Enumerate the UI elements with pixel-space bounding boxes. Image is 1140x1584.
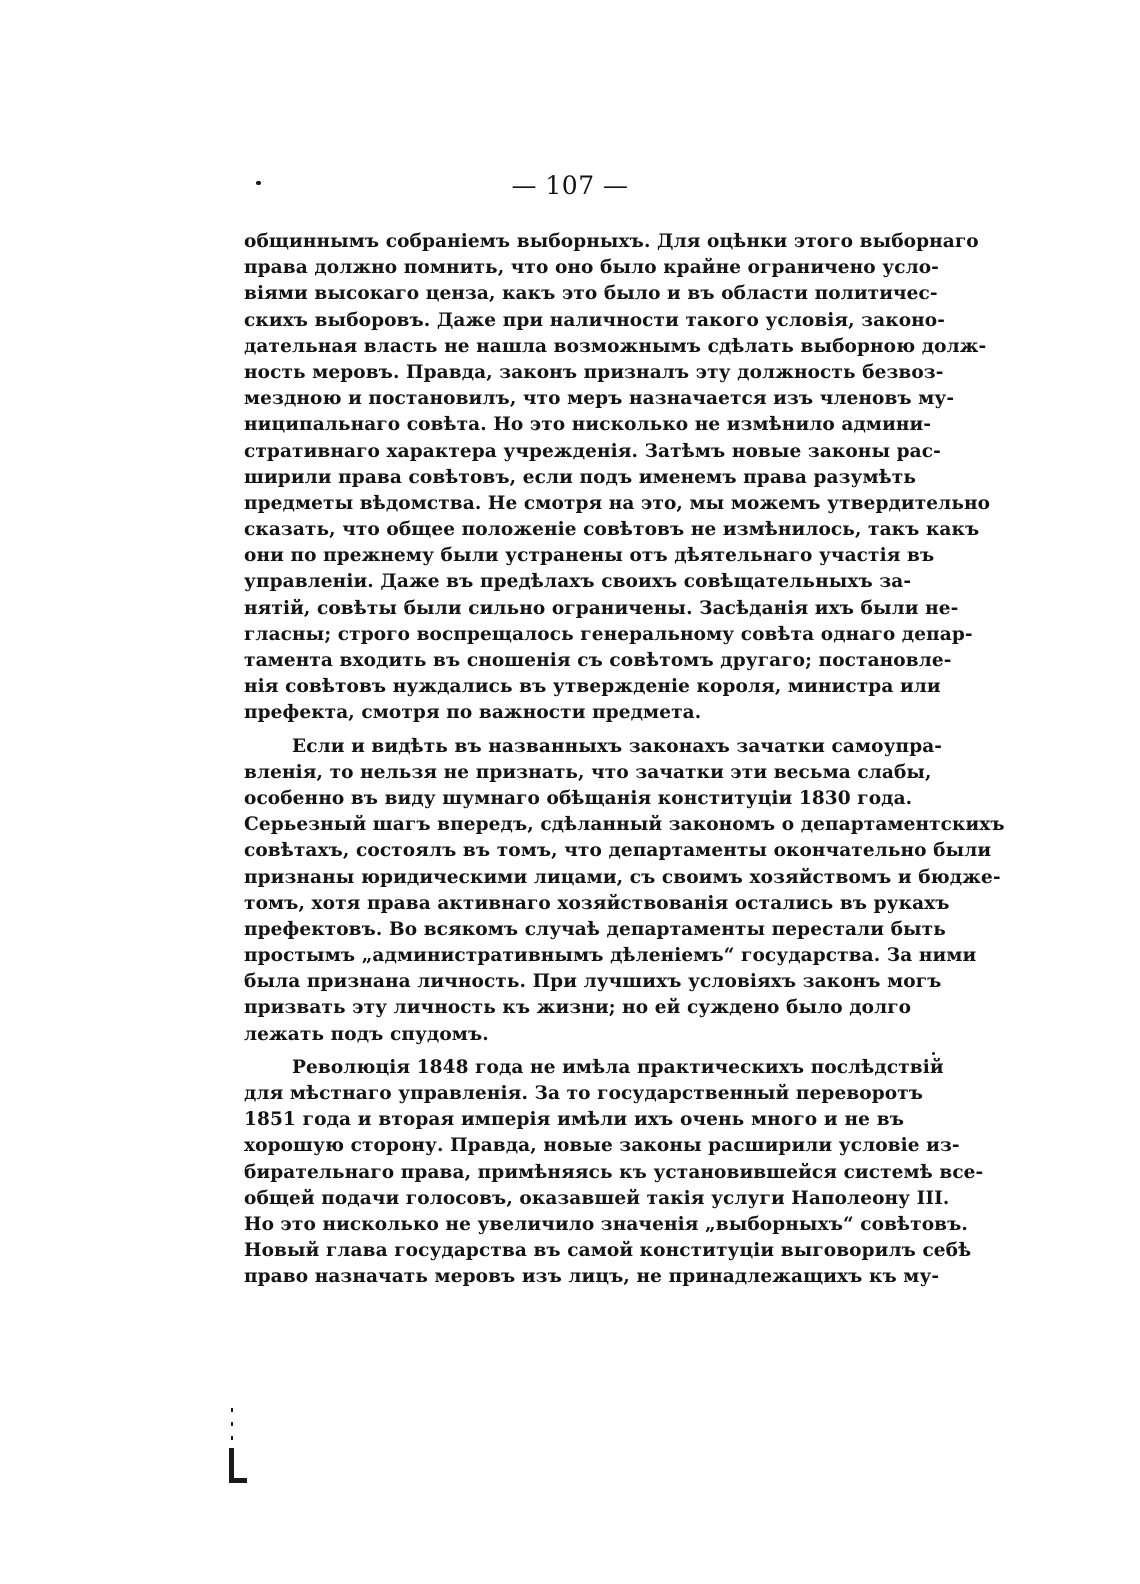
text-line: томъ, хотя права активнаго хозяйствованія остались въ рукахъ bbox=[244, 892, 950, 914]
text-line: они по прежнему были устранены отъ дѣятельнаго участія въ bbox=[244, 545, 935, 567]
text-line: была признана личность. При лучшихъ условіяхъ законъ могъ bbox=[244, 971, 942, 993]
scan-speck bbox=[231, 1436, 233, 1440]
text-line: нятій, совѣты были сильно ограничены. Засѣданія ихъ были не- bbox=[244, 597, 959, 619]
text-line: совѣтахъ, состоялъ въ томъ, что департаменты окончательно были bbox=[244, 840, 992, 862]
text-line: права должно помнить, что оно было крайне ограничено усло- bbox=[244, 257, 939, 279]
text-line: Новый глава государства въ самой конституціи выговорилъ себѣ bbox=[244, 1240, 972, 1262]
text-line: гласны; строго воспрещалось генеральному совѣта однаго депар- bbox=[244, 623, 973, 645]
text-line: предметы вѣдомства. Не смотря на это, мы можемъ утвердительно bbox=[244, 492, 991, 514]
scan-corner-mark bbox=[229, 1478, 247, 1483]
text-line: лежать подъ спудомъ. bbox=[244, 1023, 489, 1045]
text-line: общей подачи голосовъ, оказавшей такія услуги Наполеону III. bbox=[244, 1187, 950, 1209]
text-line: нія совѣтовъ нуждались въ утвержденіе короля, министра или bbox=[244, 676, 941, 698]
text-line: хорошую сторону. Правда, новые законы расширили условіе из- bbox=[244, 1135, 960, 1157]
page-text bbox=[244, 229, 1005, 1291]
text-line: префектовъ. Во всякомъ случаѣ департаменты перестали быть bbox=[244, 918, 946, 940]
text-line: ниципальнаго совѣта. Но это нисколько не измѣнило админи- bbox=[244, 414, 932, 436]
paragraph bbox=[244, 734, 1005, 1048]
paragraph bbox=[244, 1055, 984, 1291]
text-line: ность меровъ. Правда, законъ призналъ эту должность безвоз- bbox=[244, 361, 944, 383]
text-line: для мѣстнаго управленія. За то государственный переворотъ bbox=[244, 1083, 924, 1104]
text-line: призвать эту личность къ жизни; но ей суждено было долго bbox=[244, 997, 912, 1019]
text-line: признаны юридическими лицами, съ своимъ хозяйствомъ и бюдже- bbox=[244, 866, 1001, 888]
text-line: скихъ выборовъ. Даже при наличности такого условія, законо- bbox=[244, 309, 945, 331]
text-line: общиннымъ собраніемъ выборныхъ. Для оцѣнки этого выборнаго bbox=[244, 231, 979, 252]
text-line: управленіи. Даже въ предѣлахъ своихъ совѣщательныхъ за- bbox=[244, 571, 912, 593]
text-line: мездною и постановилъ, что меръ назначается изъ членовъ му- bbox=[244, 388, 955, 410]
page-number: — 107 — bbox=[511, 171, 629, 200]
text-line: Если и видѣть въ названныхъ законахъ зачатки самоупра- bbox=[292, 735, 943, 757]
text-line: Серьезный шагъ впередъ, сдѣланный закономъ о департаментскихъ bbox=[244, 814, 1005, 836]
text-line: віями высокаго ценза, какъ это было и въ области политичес- bbox=[244, 283, 938, 305]
text-line: 1851 года и вторая имперія имѣли ихъ очень много и не въ bbox=[244, 1109, 904, 1131]
scan-speck bbox=[231, 1408, 233, 1412]
text-line: право назначать меровъ изъ лицъ, не принадлежащихъ къ му- bbox=[244, 1266, 940, 1288]
text-line: ширили права совѣтовъ, если подъ именемъ права разумѣть bbox=[244, 466, 916, 488]
scan-speck bbox=[231, 1422, 233, 1426]
text-line: Революція 1848 года не имѣла практическихъ послѣдствій bbox=[292, 1056, 944, 1078]
text-line: сказать, что общее положеніе совѣтовъ не измѣнилось, такъ какъ bbox=[244, 519, 980, 541]
text-line: дательная власть не нашла возможнымъ сдѣлать выборною долж- bbox=[244, 335, 987, 357]
text-line: простымъ „административнымъ дѣленіемъ“ государства. За ними bbox=[244, 945, 977, 967]
scan-corner-mark bbox=[229, 1448, 234, 1482]
text-line: Но это нисколько не увеличило значенія „выборныхъ“ совѣтовъ. bbox=[244, 1213, 968, 1235]
text-line: вленія, то нельзя не признать, что зачатки эти весьма слабы, bbox=[244, 761, 932, 783]
text-line: бирательнаго права, примѣняясь къ установившейся системѣ все- bbox=[244, 1161, 984, 1183]
text-line: тамента входить въ сношенія съ совѣтомъ другаго; постановле- bbox=[244, 650, 952, 671]
text-line: префекта, смотря по важности предмета. bbox=[244, 702, 702, 724]
paragraph bbox=[244, 229, 991, 727]
text-line: стративнаго характера учрежденія. Затѣмъ новые законы рас- bbox=[244, 440, 941, 462]
text-line: особенно въ виду шумнаго обѣщанія конституціи 1830 года. bbox=[244, 787, 913, 809]
